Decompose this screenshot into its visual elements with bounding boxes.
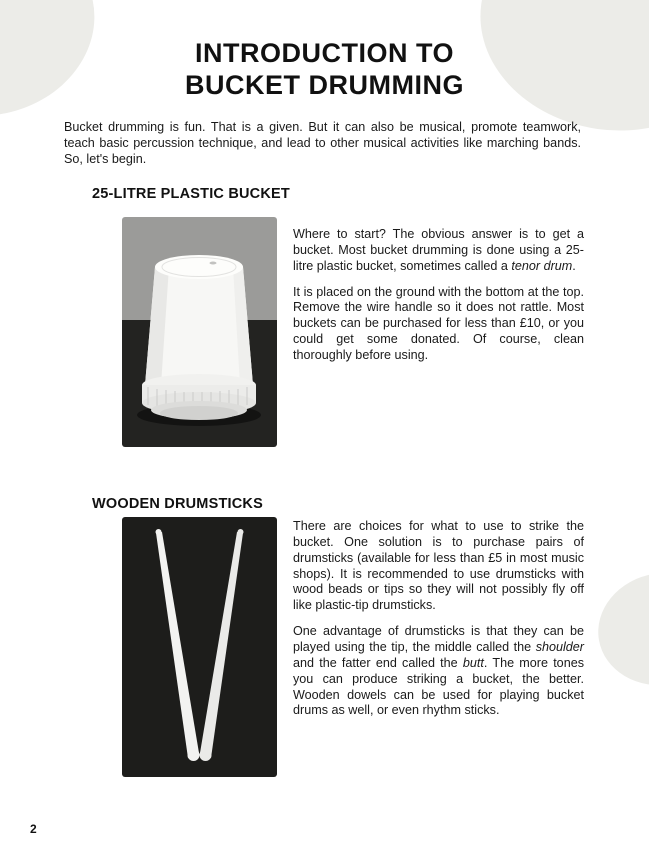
sticks-p2-italic2: butt [462,655,484,670]
bucket-text-column [293,227,584,374]
sticks-p2-italic1: shoulder [535,640,584,655]
bucket-p1-end: . [572,258,576,273]
page-title [0,38,649,102]
section-heading-drumsticks: WOODEN DRUMSTICKS [92,496,263,512]
sticks-p2-text3: . The more tones you can produce striking a bucket, the better. Wooden dowels can be used for playing bucket drums as well, or even rhythm sticks. [293,655,584,718]
drumsticks-photo [122,517,277,777]
bucket-photo [122,217,277,447]
bucket-p1-text: Where to start? The obvious answer is to get a bucket. Most bucket drumming is done using a 25-litre plastic bucket, sometimes called a [293,227,584,273]
page-title-line1: INTRODUCTION TO [195,38,454,68]
page-number: 2 [30,822,37,836]
drumsticks-paragraph-1: There are choices for what to use to strike the bucket. One solution is to purchase pairs of drumsticks (available for less than £5 in most music shops). It is recommended to use drumsticks with wood beads or tips so they will not possibly fly off like plastic-tip drumsticks. [293,519,584,613]
bucket-paragraph-2: It is placed on the ground with the bottom at the top. Remove the wire handle so it does not rattle. Most buckets can be purchased for less than £10, or you could get some donated. Of course, clean thoroughly before using. [293,284,584,363]
intro-paragraph: Bucket drumming is fun. That is a given. But it can also be musical, promote teamwork, teach basic percussion technique, and lead to other musical activities like marching bands. So, let's begin. [64,120,581,166]
drumsticks-illustration [122,517,277,777]
bucket-paragraph-1 [293,227,584,275]
section-heading-bucket: 25-LITRE PLASTIC BUCKET [92,186,290,202]
sticks-p2-text1: One advantage of drumsticks is that they can be played using the tip, the middle called the [293,624,584,655]
page-title-line2: BUCKET DRUMMING [185,69,464,100]
drumsticks-text-column [293,519,584,729]
bucket-p1-italic: tenor drum [511,258,573,273]
drumsticks-paragraph-2 [293,624,584,719]
bucket-illustration [122,217,277,447]
decorative-blob-right-edge [589,563,649,696]
sticks-p2-text2: and the fatter end called the [293,655,463,670]
